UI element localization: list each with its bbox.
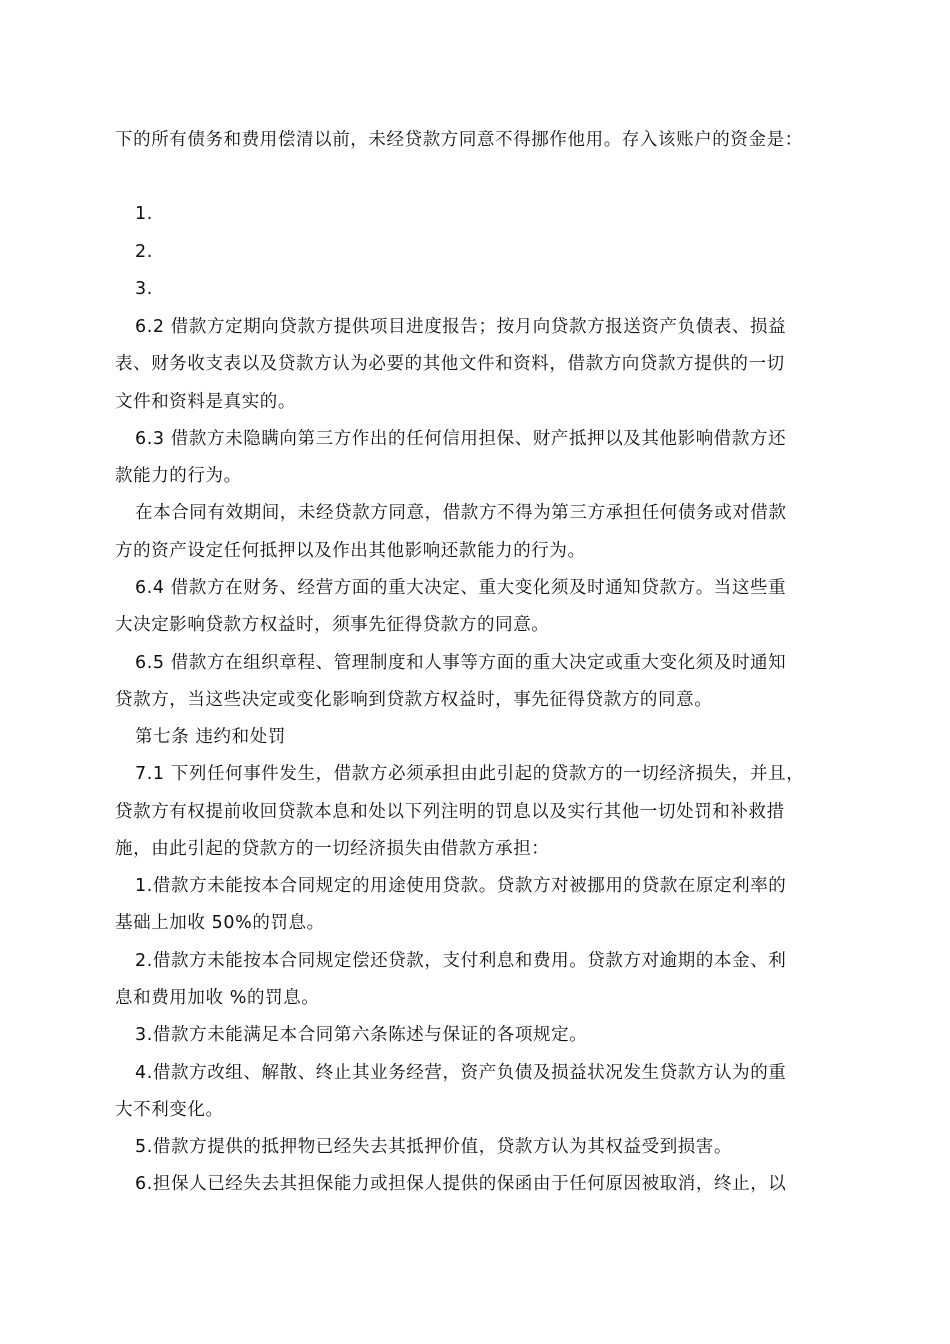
text-line: 6.5 借款方在组织章程、管理制度和人事等方面的重大决定或重大变化须及时通知 (135, 653, 787, 673)
list-item: 3. (135, 279, 153, 299)
text-line: 下的所有债务和费用偿清以前，未经贷款方同意不得挪作他用。存入该账户的资金是： (115, 130, 803, 150)
section-heading: 第七条 违约和处罚 (135, 727, 286, 747)
text-line: 7.1 下列任何事件发生，借款方必须承担由此引起的贷款方的一切经济损失，并且， (135, 764, 805, 784)
list-item: 4.借款方改组、解散、终止其业务经营，资产负债及损益状况发生贷款方认为的重 (135, 1063, 787, 1083)
list-item: 5.借款方提供的抵押物已经失去其抵押价值，贷款方认为其权益受到损害。 (135, 1137, 733, 1157)
list-item: 3.借款方未能满足本合同第六条陈述与保证的各项规定。 (135, 1025, 588, 1045)
text-line: 在本合同有效期间，未经贷款方同意，借款方不得为第三方承担任何债务或对借款 (135, 503, 787, 523)
text-line: 息和费用加收 %的罚息。 (115, 988, 320, 1008)
list-item: 1. (135, 204, 153, 224)
text-line: 6.2 借款方定期向贷款方提供项目进度报告；按月向贷款方报送资产负债表、损益 (135, 317, 787, 337)
text-line: 6.3 借款方未隐瞒向第三方作出的任何信用担保、财产抵押以及其他影响借款方还 (135, 429, 787, 449)
text-line: 文件和资料是真实的。 (115, 392, 296, 412)
list-item: 2. (135, 242, 153, 262)
text-line: 施，由此引起的贷款方的一切经济损失由借款方承担： (115, 839, 550, 859)
text-line: 贷款方，当这些决定或变化影响到贷款方权益时，事先征得贷款方的同意。 (115, 690, 713, 710)
text-line: 方的资产设定任何抵押以及作出其他影响还款能力的行为。 (115, 541, 586, 561)
text-line: 基础上加收 50%的罚息。 (115, 913, 325, 933)
list-item: 2.借款方未能按本合同规定偿还贷款，支付利息和费用。贷款方对逾期的本金、利 (135, 951, 787, 971)
text-line: 贷款方有权提前收回贷款本息和处以下列注明的罚息以及实行其他一切处罚和补救措 (115, 802, 785, 822)
text-line: 6.4 借款方在财务、经营方面的重大决定、重大变化须及时通知贷款方。当这些重 (135, 578, 787, 598)
list-item: 1.借款方未能按本合同规定的用途使用贷款。贷款方对被挪用的贷款在原定利率的 (135, 876, 787, 896)
text-line: 表、财务收支表以及贷款方认为必要的其他文件和资料，借款方向贷款方提供的一切 (115, 354, 785, 374)
list-item: 6.担保人已经失去其担保能力或担保人提供的保函由于任何原因被取消，终止，以 (135, 1174, 787, 1194)
text-line: 款能力的行为。 (115, 466, 242, 486)
text-line: 大不利变化。 (115, 1100, 224, 1120)
text-line: 大决定影响贷款方权益时，须事先征得贷款方的同意。 (115, 615, 550, 635)
